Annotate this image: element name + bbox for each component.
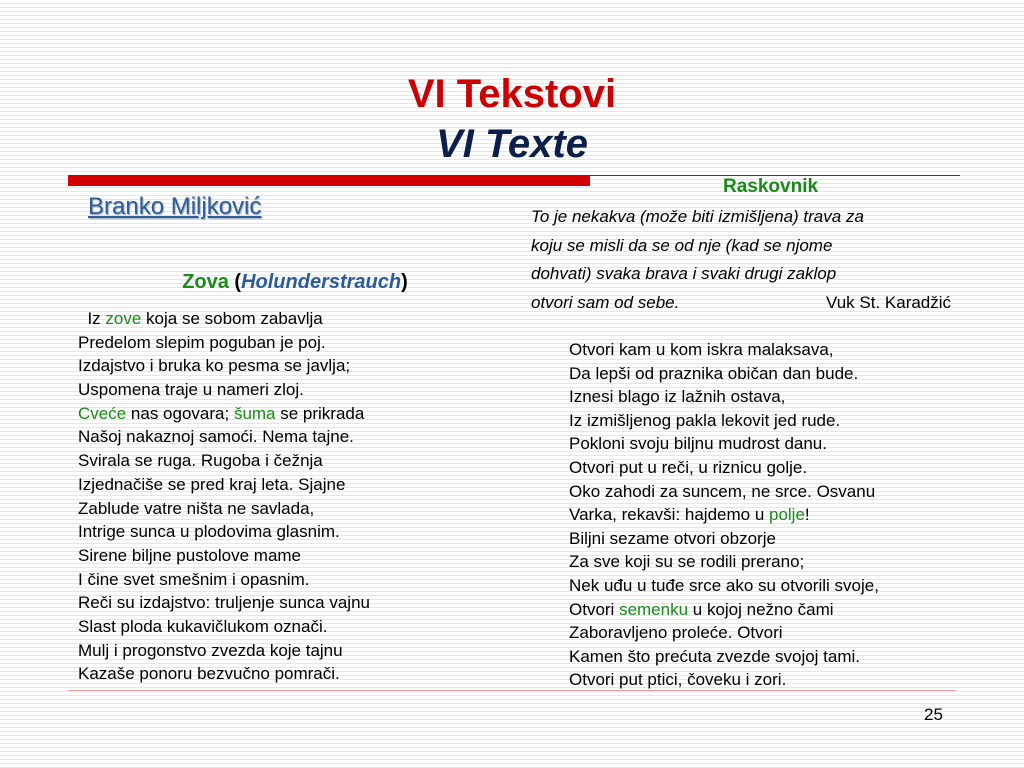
poem-line-text: Iz izmišljenog pakla lekovit jed rude. <box>569 410 841 430</box>
poem-line-text: Otvori <box>569 599 620 619</box>
poem-line-text: I čine svet smešnim i opasnim. <box>78 569 310 589</box>
poem-line <box>569 480 879 504</box>
poem-line-text: Izjednačiše se pred kraj leta. Sjajne <box>78 474 346 494</box>
poem-line <box>569 409 879 433</box>
red-divider-bar <box>68 175 590 186</box>
poem-line <box>569 550 879 574</box>
poem-line <box>78 615 370 639</box>
poem-line <box>569 645 879 669</box>
poem-line <box>569 362 879 386</box>
poem-line-text: Našoj nakaznoj samoći. Nema tajne. <box>78 427 354 447</box>
page-number: 25 <box>924 705 943 724</box>
poem-line <box>78 639 370 663</box>
poem-line <box>569 338 879 362</box>
poem-line <box>569 503 879 527</box>
highlighted-word: polje <box>769 505 805 525</box>
poem-line <box>78 591 370 615</box>
poem-line <box>78 662 370 686</box>
poem-line-text: Otvori put ptici, čoveku i zori. <box>569 670 787 690</box>
poem-line <box>569 668 879 692</box>
poem-line-text: u kojoj nežno čami <box>688 599 834 619</box>
slide-subtitle: VI Texte <box>436 122 588 166</box>
raskovnik-title: Raskovnik <box>723 176 819 197</box>
poem-line-text: Predelom slepim poguban je poj. <box>78 332 326 352</box>
poem-title-open-paren: ( <box>228 271 242 293</box>
raskovnik-definition-quote <box>531 203 991 318</box>
quote-signature: Vuk St. Karadžić <box>826 293 952 313</box>
highlighted-word: Cveće <box>78 403 127 423</box>
poem-line-text: Kamen što prećuta zvezde svojoj tami. <box>569 646 861 666</box>
poem-line-text: koja se sobom zabavlja <box>141 309 323 328</box>
poem-title-main: Zova <box>182 271 229 293</box>
poem-line-text: Iznesi blago iz lažnih ostava, <box>569 387 786 407</box>
quote-line: koju se misli da se od nje (kad se njome <box>531 235 833 255</box>
poem-line <box>569 621 879 645</box>
poem-line <box>78 497 370 521</box>
poem-line-text: Da lepši od praznika običan dan bude. <box>569 363 859 383</box>
quote-line: To je nekakva (može biti izmišljena) trava za <box>531 207 864 226</box>
poem-line <box>78 449 370 473</box>
poem-line-text: Otvori kam u kom iskra malaksava, <box>569 340 834 359</box>
poem-line <box>569 432 879 456</box>
quote-line-text: otvori sam od sebe. <box>531 293 680 313</box>
poem-line <box>78 568 370 592</box>
poem-line-text: Intrige sunca u plodovima glasnim. <box>78 522 340 542</box>
poem-raskovnik-text <box>569 338 879 692</box>
poem-line <box>78 354 370 378</box>
poem-line <box>78 378 370 402</box>
poem-line <box>78 473 370 497</box>
poem-title-translation: Holunderstrauch <box>241 271 402 293</box>
slide-title: VI Tekstovi <box>407 72 617 116</box>
poem-title-close-paren: ) <box>401 271 408 293</box>
poem-line-text: Sirene biljne pustolove mame <box>78 545 302 565</box>
poem-line <box>78 425 370 449</box>
quote-line-last <box>531 289 991 318</box>
poem-line <box>569 385 879 409</box>
poem-line-text: nas ogovara; <box>126 403 234 423</box>
poem-line-text: Zablude vatre ništa ne savlada, <box>78 498 315 518</box>
poem-line-text: Iz <box>78 309 106 328</box>
author-name: Branko Miljković <box>88 193 262 220</box>
poem-line <box>78 307 370 331</box>
poem-line <box>78 402 370 426</box>
poem-line-text: Mulj i progonstvo zvezda koje tajnu <box>78 640 343 660</box>
poem-line <box>78 331 370 355</box>
quote-line: dohvati) svaka brava i svaki drugi zaklop <box>531 264 837 284</box>
poem-line-text: se prikrada <box>275 403 365 423</box>
poem-line-text: Svirala se ruga. Rugoba i čežnja <box>78 451 323 471</box>
poem-line-text: Varka, rekavši: hajdemo u <box>569 505 769 525</box>
poem-line-text: Reči su izdajstvo: truljenje sunca vajnu <box>78 593 370 613</box>
poem-line <box>569 598 879 622</box>
poem-line-text: Kazaše ponoru bezvučno pomrači. <box>78 664 340 684</box>
highlighted-word: šuma <box>233 403 276 423</box>
poem-line <box>78 520 370 544</box>
poem-line-text: Izdajstvo i bruka ko pesma se javlja; <box>78 356 351 376</box>
highlighted-word: semenku <box>619 599 689 619</box>
poem-line <box>78 544 370 568</box>
poem-line <box>569 527 879 551</box>
poem-line-text: ! <box>804 505 810 525</box>
poem-line-text: Slast ploda kukavičlukom označi. <box>78 616 328 636</box>
highlighted-word: zove <box>105 309 142 328</box>
poem-zova-text <box>78 307 370 686</box>
poem-line-text: Pokloni svoju biljnu mudrost danu. <box>569 434 827 454</box>
poem-line <box>569 574 879 598</box>
poem-line-text: Biljni sezame otvori obzorje <box>569 528 776 548</box>
poem-line-text: Uspomena traje u nameri zloj. <box>78 380 304 400</box>
poem-line-text: Nek uđu u tuđe srce ako su otvorili svoje, <box>569 575 879 595</box>
poem-line-text: Otvori put u reči, u riznicu golje. <box>569 457 808 477</box>
poem-line-text: Zaboravljeno proleće. Otvori <box>569 623 783 643</box>
poem-line <box>569 456 879 480</box>
poem-line-text: Za sve koji su se rodili prerano; <box>569 552 805 572</box>
poem-title <box>0 271 590 294</box>
poem-line-text: Oko zahodi za suncem, ne srce. Osvanu <box>569 481 876 501</box>
